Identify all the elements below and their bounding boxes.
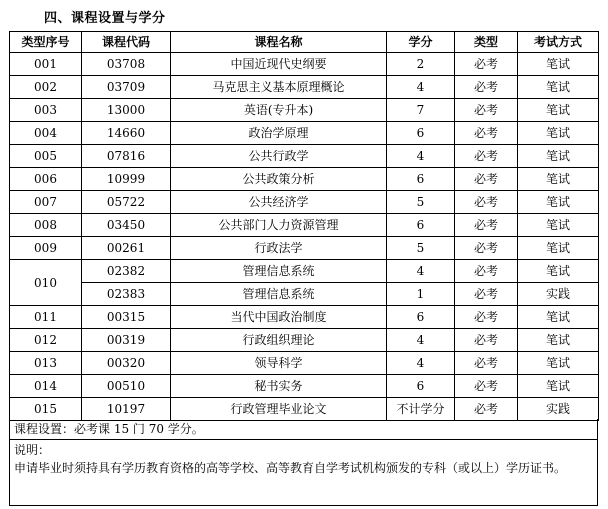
cell-credits: 4 xyxy=(387,76,455,99)
cell-credits: 4 xyxy=(387,260,455,283)
cell-seq: 010 xyxy=(10,260,82,306)
table-row xyxy=(10,145,599,168)
cell-credits: 4 xyxy=(387,145,455,168)
cell-code: 00510 xyxy=(82,375,171,398)
cell-exam: 笔试 xyxy=(518,260,599,283)
cell-exam: 笔试 xyxy=(518,306,599,329)
cell-name: 公共部门人力资源管理 xyxy=(171,214,387,237)
cell-code: 00319 xyxy=(82,329,171,352)
table-row xyxy=(10,260,599,283)
cell-type: 必考 xyxy=(455,145,518,168)
cell-type: 必考 xyxy=(455,53,518,76)
note-box xyxy=(9,440,598,506)
cell-seq: 011 xyxy=(10,306,82,329)
cell-name: 中国近现代史纲要 xyxy=(171,53,387,76)
table-row xyxy=(10,191,599,214)
cell-credits: 4 xyxy=(387,352,455,375)
cell-type: 必考 xyxy=(455,283,518,306)
cell-exam: 笔试 xyxy=(518,191,599,214)
cell-exam: 实践 xyxy=(518,283,599,306)
note-label: 说明： xyxy=(14,443,51,457)
cell-exam: 笔试 xyxy=(518,375,599,398)
cell-seq: 004 xyxy=(10,122,82,145)
table-row xyxy=(10,375,599,398)
header-code: 课程代码 xyxy=(82,32,171,53)
cell-code: 00315 xyxy=(82,306,171,329)
cell-code: 00320 xyxy=(82,352,171,375)
cell-code: 03709 xyxy=(82,76,171,99)
cell-seq: 008 xyxy=(10,214,82,237)
cell-seq: 007 xyxy=(10,191,82,214)
cell-seq: 002 xyxy=(10,76,82,99)
note-text: 申请毕业时须持具有学历教育资格的高等学校、高等教育自学考试机构颁发的专科（或以上）学历证书。 xyxy=(14,461,567,475)
table-row xyxy=(10,168,599,191)
cell-exam: 实践 xyxy=(518,398,599,421)
cell-credits: 6 xyxy=(387,306,455,329)
table-row xyxy=(10,329,599,352)
cell-code: 10197 xyxy=(82,398,171,421)
cell-code: 13000 xyxy=(82,99,171,122)
cell-type: 必考 xyxy=(455,122,518,145)
table-row xyxy=(10,99,599,122)
cell-seq: 014 xyxy=(10,375,82,398)
cell-name: 秘书实务 xyxy=(171,375,387,398)
cell-code: 03708 xyxy=(82,53,171,76)
cell-code: 00261 xyxy=(82,237,171,260)
cell-name: 行政组织理论 xyxy=(171,329,387,352)
header-type: 类型 xyxy=(455,32,518,53)
cell-name: 当代中国政治制度 xyxy=(171,306,387,329)
cell-name: 管理信息系统 xyxy=(171,260,387,283)
header-exam: 考试方式 xyxy=(518,32,599,53)
cell-seq: 003 xyxy=(10,99,82,122)
cell-seq: 009 xyxy=(10,237,82,260)
cell-code: 02382 xyxy=(82,260,171,283)
table-row xyxy=(10,76,599,99)
cell-name: 政治学原理 xyxy=(171,122,387,145)
cell-code: 05722 xyxy=(82,191,171,214)
cell-credits: 6 xyxy=(387,168,455,191)
cell-exam: 笔试 xyxy=(518,329,599,352)
cell-type: 必考 xyxy=(455,168,518,191)
cell-name: 管理信息系统 xyxy=(171,283,387,306)
cell-name: 马克思主义基本原理概论 xyxy=(171,76,387,99)
cell-name: 英语(专升本) xyxy=(171,99,387,122)
cell-type: 必考 xyxy=(455,191,518,214)
cell-exam: 笔试 xyxy=(518,145,599,168)
cell-exam: 笔试 xyxy=(518,237,599,260)
cell-exam: 笔试 xyxy=(518,214,599,237)
header-name: 课程名称 xyxy=(171,32,387,53)
cell-code: 10999 xyxy=(82,168,171,191)
cell-type: 必考 xyxy=(455,375,518,398)
cell-seq: 005 xyxy=(10,145,82,168)
cell-credits: 6 xyxy=(387,375,455,398)
cell-credits: 7 xyxy=(387,99,455,122)
summary-text: 课程设置：必考课 15 门 70 学分。 xyxy=(14,422,204,436)
cell-name: 公共经济学 xyxy=(171,191,387,214)
cell-type: 必考 xyxy=(455,329,518,352)
cell-code: 14660 xyxy=(82,122,171,145)
cell-seq: 006 xyxy=(10,168,82,191)
cell-type: 必考 xyxy=(455,398,518,421)
cell-name: 领导科学 xyxy=(171,352,387,375)
cell-exam: 笔试 xyxy=(518,76,599,99)
cell-type: 必考 xyxy=(455,260,518,283)
cell-credits: 1 xyxy=(387,283,455,306)
course-table xyxy=(9,31,599,421)
cell-seq: 012 xyxy=(10,329,82,352)
cell-credits: 4 xyxy=(387,329,455,352)
cell-credits: 6 xyxy=(387,214,455,237)
cell-exam: 笔试 xyxy=(518,99,599,122)
course-summary xyxy=(9,419,598,440)
cell-type: 必考 xyxy=(455,352,518,375)
table-row xyxy=(10,122,599,145)
table-row xyxy=(10,237,599,260)
cell-code: 03450 xyxy=(82,214,171,237)
cell-name: 行政法学 xyxy=(171,237,387,260)
header-credits: 学分 xyxy=(387,32,455,53)
table-row xyxy=(10,283,599,306)
cell-credits: 5 xyxy=(387,237,455,260)
cell-credits: 6 xyxy=(387,122,455,145)
cell-type: 必考 xyxy=(455,99,518,122)
header-seq: 类型序号 xyxy=(10,32,82,53)
cell-credits: 2 xyxy=(387,53,455,76)
cell-seq: 013 xyxy=(10,352,82,375)
table-row xyxy=(10,352,599,375)
table-row xyxy=(10,306,599,329)
cell-name: 行政管理毕业论文 xyxy=(171,398,387,421)
cell-credits: 不计学分 xyxy=(387,398,455,421)
table-row xyxy=(10,214,599,237)
section-title: 四、课程设置与学分 xyxy=(44,11,166,26)
cell-exam: 笔试 xyxy=(518,352,599,375)
cell-seq: 015 xyxy=(10,398,82,421)
cell-seq: 001 xyxy=(10,53,82,76)
cell-type: 必考 xyxy=(455,214,518,237)
cell-code: 07816 xyxy=(82,145,171,168)
table-row xyxy=(10,53,599,76)
cell-name: 公共政策分析 xyxy=(171,168,387,191)
table-row xyxy=(10,398,599,421)
cell-exam: 笔试 xyxy=(518,53,599,76)
cell-exam: 笔试 xyxy=(518,168,599,191)
table-header-row xyxy=(10,32,599,53)
cell-name: 公共行政学 xyxy=(171,145,387,168)
cell-credits: 5 xyxy=(387,191,455,214)
cell-type: 必考 xyxy=(455,306,518,329)
cell-code: 02383 xyxy=(82,283,171,306)
cell-exam: 笔试 xyxy=(518,122,599,145)
cell-type: 必考 xyxy=(455,76,518,99)
cell-type: 必考 xyxy=(455,237,518,260)
